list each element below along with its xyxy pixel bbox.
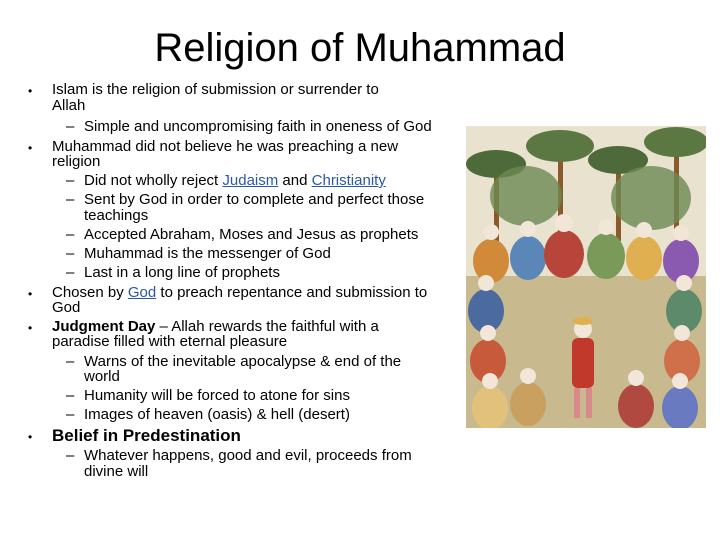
slide-title: Religion of Muhammad xyxy=(154,26,566,70)
sub-heaven-hell: Images of heaven (oasis) & hell (desert) xyxy=(84,406,350,423)
sub-prophets: Accepted Abraham, Moses and Jesus as prophets xyxy=(84,226,419,243)
sub-messenger: Muhammad is the messenger of God xyxy=(84,245,331,262)
sub-oneness: Simple and uncompromising faith in oneness of God xyxy=(84,118,432,135)
sub-whatever-line2: divine will xyxy=(84,463,149,480)
link-christianity[interactable]: Christianity xyxy=(311,172,386,189)
sub-apocalypse-line1: Warns of the inevitable apocalypse & end of the xyxy=(84,353,402,370)
sub-whatever-line1: Whatever happens, good and evil, proceeds from xyxy=(84,447,412,464)
miniature-painting xyxy=(466,126,706,428)
bullet-chosen-line1 xyxy=(52,285,427,301)
link-judaism[interactable]: Judaism xyxy=(222,172,279,189)
sub-apocalypse-line2: world xyxy=(84,368,120,385)
sub-dash: – xyxy=(66,226,75,243)
chosen-suffix: to preach repentance and submission to xyxy=(156,284,428,301)
sub-reject-prefix: Did not wholly reject xyxy=(84,172,223,189)
bullet-new-religion-line2: religion xyxy=(52,153,101,170)
sub-dash: – xyxy=(66,191,75,208)
sub-dash: – xyxy=(66,172,75,189)
painting-illustration xyxy=(466,126,706,428)
sub-reject-mid: and xyxy=(278,172,312,189)
bullet-marker: • xyxy=(28,287,33,301)
chosen-prefix: Chosen by xyxy=(52,284,128,301)
bullet-predestination: Belief in Predestination xyxy=(52,426,241,445)
bullet-islam-line1: Islam is the religion of submission or surrender to xyxy=(52,81,379,98)
link-god[interactable]: God xyxy=(127,284,157,301)
sub-sent-by-god-line2: teachings xyxy=(84,207,149,224)
bullet-marker: • xyxy=(28,321,33,335)
bullet-marker: • xyxy=(28,430,33,444)
judgment-day-term: Judgment Day xyxy=(52,318,156,335)
judgment-day-rest: – Allah rewards the faithful with a xyxy=(155,318,379,335)
sub-reject xyxy=(84,173,386,189)
sub-atone: Humanity will be forced to atone for sins xyxy=(84,387,350,404)
bullet-marker: • xyxy=(28,141,33,155)
sub-dash: – xyxy=(66,387,75,404)
sub-dash: – xyxy=(66,406,75,423)
sub-dash: – xyxy=(66,118,75,135)
bullet-judgment-line2: paradise filled with eternal pleasure xyxy=(52,333,288,350)
sub-dash: – xyxy=(66,245,75,262)
sub-dash: – xyxy=(66,264,75,281)
sub-sent-by-god-line1: Sent by God in order to complete and perfect those xyxy=(84,191,425,208)
bullet-chosen-line2: God xyxy=(52,299,81,316)
sub-last-prophet: Last in a long line of prophets xyxy=(84,264,280,281)
bullet-marker: • xyxy=(28,84,33,98)
sub-dash: – xyxy=(66,353,75,370)
bullet-new-religion-line1: Muhammad did not believe he was preaching a new xyxy=(52,138,399,155)
bullet-islam-line2: Allah xyxy=(52,97,86,114)
sub-dash: – xyxy=(66,447,75,464)
